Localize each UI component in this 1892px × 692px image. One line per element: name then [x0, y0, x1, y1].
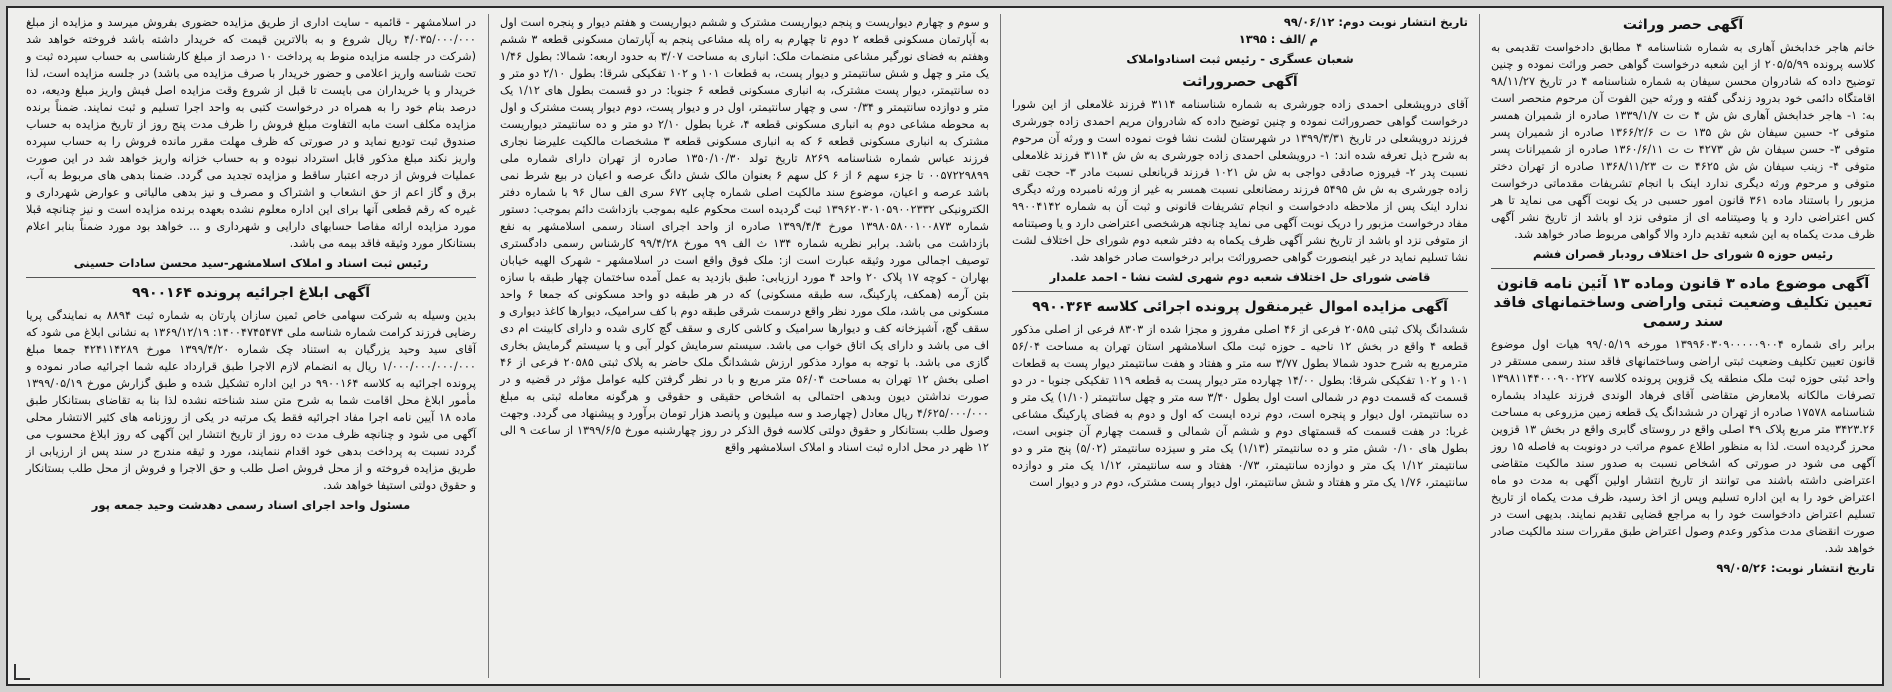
divider [1491, 268, 1875, 269]
land-status-notice-body: برابر رای شماره ۱۳۹۹۶۰۳۰۹۰۰۰۰۰۹۰۰۴ مورخه ۹۹/۰۵/۱۹ هیات اول موضوع قانون تعیین تکلیف وضعیت ثبتی اراضی وساختمانهای فاقد سند رسمی مستقر در واحد ثبتی حوزه ثبت ملک منطقه یک قزوین پرونده کلاسه ۱۳۹۸۱۱۴۴۰۰۰۹۰۰۲۲۷ تصرفات مالکانه بلامعارض متقاضی آقای فرهاد الوندی فرزند علیداد بشماره شناسنامه ۱۷۵۷۸ صادره از تهران در ششدانگ یک قطعه زمین مزروعی به مساحت ۳۴۲۳.۲۶ متر مربع پلاک ۴۹ اصلی واقع در روستای گابری واقع در بخش ۱۳ قزوین محرز گردیده است. لذا به منظور اطلاع عموم مراتب در دونوبت به فاصله ۱۵ روز آگهی می شود در صورتی که اشخاص نسبت به صدور سند مالکیت متقاضی اعتراضی داشته باشند می توانند از تاریخ انتشار اولین آگهی به مدت دو ماه اعتراض خود را به این اداره تسلیم وپس از اخذ رسید، ظرف مدت یکماه از تاریخ تسلیم اعتراض دادخواست خود را به مراجع قضایی تقدیم نمایند. بدیهی است در صورت انقضای مدت مذکور وعدم وصول اعتراض طبق مقررات سند مالکیت صادر خواهد شد. [1491, 338, 1875, 555]
inheritance-notice-2-title: آگهی حصروراثت [1182, 74, 1298, 90]
column-2 [1004, 14, 1476, 678]
auction-notice-continued: و سوم و چهارم دیواریست و پنجم دیواریست مشترک و ششم دیواریست و هفتم دیوار و پنجره است اول به آپارتمان مسکونی قطعه ۲ دوم تا چهارم به راه پله مشاعی پنجم به آپارتمان مسکونی قطعه ۳ ششم وهفتم به فضای نورگیر مشاعی منضمات ملک: انباری به مساحت ۳/۰۷ به حدود اربعه: شمالا: بطول ۱/۴۶ یک متر و چهل و شش سانتیمتر و دیوار پست، به قطعات ۱۰۱ و ۱۰۲ تفکیکی شرقا: بطول ۲/۱۰ دو متر و ده سانتیمتر، دیوار پست مشترک، به انباری مسکونی قطعه ۶ جنوبا: در دو قسمت بطول های ۱/۱۲ یک متر و دوازده سانتیمتر و ۰/۳۴ سی و چهار سانتیمتر، اول در و دیوار پست، دوم دیوار پست مشترک و اول به محوطه مشاعی دوم به انباری مسکونی قطعه ۴، غربا بطول ۲/۱۰ دو متر و ده سانتیمتر دیواریست مشترک به انباری مسکونی قطعه ۶ که به انباری مسکونی قطعه ۳ مشخصات مالکیت علیرضا نجاری فرزند عباس شماره شناسنامه ۸۲۶۹ تاریخ تولد ۱۳۵۰/۱۰/۳۰ صادره از تهران دارای شماره ملی ۰۰۵۷۲۲۹۸۹۹ تا جزء سهم ۶ از ۶ کل سهم ۶ بعنوان مالک شش دانگ عرصه و اعیان در بیع شرط نمی باشد عرصه و اعیان، موضوع سند مالکیت اصلی شماره چاپی ۶۷۲ سری الف سال ۹۶ با شماره دفتر الکترونیکی ۱۳۹۶۲۰۳۰۱۰۵۹۰۰۲۳۳۲ ثبت گردیده است محکوم علیه بموجب بازداشت دائم بموجب: دستور شماره ۱۳۹۸۰۵۸۰۰۱۰۰۸۷۳ مورخ ۱۳۹۹/۴/۴ صادره از واحد اجرای اسناد رسمی اسلامشهر به نفع بازداشت می باشد. برابر نظریه شماره ۱۳۴ ث الف ۹۹ مورخ ۹۹/۴/۲۸ کارشناس رسمی دادگستری توصیف اجمالی مورد وثیقه عبارت است از: ملک فوق واقع است در اسلامشهر - شهرک الهیه خیابان بهاران - کوچه ۱۷ پلاک ۲۰ واحد ۴ مورد ارزیابی: طبق بازدید به عمل آمده ساختمان چهار طبقه با سازه بتن آرمه (همکف، پارکینگ، سه طبقه مسکونی) که در هر طبقه دو واحد مسکونی که جمعا ۶ واحد مسکونی می باشد، ملک مورد نظر واقع درسمت شرقی طبقه دوم با کف سرامیک، دیوارها کاغذ دیواری و سقف گچ، آشپزخانه کف و دیوارها سرامیک و کاشی کاری و سقف گچ کاری شده و دارای کابینت ام دی اف می باشد و دارای یک اتاق خواب می باشد. سیستم سرمایش کولر آبی و یا سیستم گرمایش بخاری گازی می باشد. با توجه به موارد مذکور ارزش ششدانگ ملک حاضر به پلاک ثبتی ۲۰۵۸۵ فرعی از ۴۶ اصلی بخش ۱۲ تهران به مساحت ۵۶/۰۴ متر مربع و با در نظر گرفتن کلیه عوامل مؤثر در قضیه و در صورت نداشتن دیون وبدهی احتمالی به اشخاص حقیقی و حقوقی و هرگونه معامله ثبتی به مبلغ ۴/۶۲۵/۰۰۰/۰۰۰ ریال معادل (چهارصد و سه میلیون و پانصد هزار تومان برآورد و پیشنهاد می گردد. وجهت وصول طلب بستانکار و حقوق دولتی کلاسه فوق الذکر در روز چهارشنبه مورخ ۱۳۹۹/۶/۵ از ساعت ۹ الی ۱۲ ظهر در محل اداره ثبت اسناد و املاک اسلامشهر واقع [500, 16, 990, 454]
islamshahr-registry-signature: رئیس ثبت اسناد و املاک اسلامشهر-سید محسن سادات حسینی [73, 256, 429, 270]
inheritance-notice-2-body: آقای درویشعلی احمدی زاده جورشری به شماره شناسنامه ۳۱۱۴ فرزند غلامعلی از این شورا درخواست گواهی حصروراثت نموده و چنین توضیح داده که شادروان مریم احمدی زاده جورشری فرزند درویشعلی در تاریخ ۱۳۹۹/۳/۳۱ در شهرستان لشت نشا فوت نموده است و ورثه آن مرحوم به شرح ذیل تعرفه شده اند: ۱- درویشعلی احمدی زاده جورشری به ش ش ۳۱۱۴ فرزند غلامعلی نسبت پدر ۲- فیروزه صادقی دواجی به ش ش ۱۰۲۱ فرزند قربانعلی نسبت مادر ۳- حجت تقی زاده جورشری به ش ش ۵۴۹۵ فرزند رمضانعلی نسبت همسر به غیر از ورثه نامبرده ورثه دیگری ندارد اینک پس از ملاحظه دادخواست و انجام تشریفات قانونی و ثبت آن به شماره ۹۹۰۰۴۱۴۲ مفاد درخواست مزبور را دریک نوبت آگهی می نماید چنانچه هرشخصی اعتراضی دارد و یا وصیتنامه از متوفی نزد او باشد از تاریخ نشر آگهی ظرف یکماه به دفتر شعبه دوم شورای حل اختلاف لشت نشا تسلیم نماید در غیر اینصورت گواهی حصروراثت برابر درخواست صادر خواهد شد. [1012, 98, 1468, 264]
column-separator [1479, 14, 1480, 678]
column-separator [1000, 14, 1001, 678]
publish-date: تاریخ انتشار نوبت: ۹۹/۰۵/۲۶ [1716, 561, 1875, 575]
inheritance-notice-body: خانم هاجر خدابخش آهاری به شماره شناسنامه ۴ مطابق دادخواست تقدیمی به کلاسه پرونده ۲۰۵/۵/۹۹ از این شعبه درخواست گواهی حصر وراثت نموده و چنین توضیح داده که شادروان محسن سیفان به شماره شناسنامه ۴ در تاریخ ۹۸/۱۱/۲۷ اقامتگاه دائمی خود بدرود زندگی گفته و ورثه حین الفوت آن مرحوم منحصر است به: ۱- هاجر خدابخش آهاری ش ش ۴ ت ت ۱۳۳۹/۱/۷ صادره از شمیران همسر متوفی ۲- حسین سیفان ش ش ۱۳۵ ت ت ۱۳۶۶/۲/۶ صادره از شمیران پسر متوفی ۳- حسن سیفان ش ش ۴۲۷۳ ت ت ۱۳۶۰/۶/۱۱ صادره از شمیرانات پسر متوفی ۴- زینب سیفان ش ش ۴۶۲۵ ت ت ۱۳۶۸/۱۱/۲۳ صادره از تهران دختر متوفی و مرحوم ورثه دیگری ندارد اینک با انجام تشریفات مقدماتی درخواست مزبور را باستناد ماده ۳۶۱ قانون امور حسبی در یک نوبت آگهی می نماید تا هر کس اعتراضی دارد و یا وصیتنامه ای از متوفی نزد او باشد از تاریخ نشر آگهی ظرف مدت یکماه به این شعبه تقدیم دارد والا گواهی مربوط صادر خواهد شد. [1491, 41, 1876, 241]
divider [26, 277, 476, 278]
column-separator [488, 14, 489, 678]
column-1 [1483, 14, 1883, 678]
auction-notice-body: ششدانگ پلاک ثبتی ۲۰۵۸۵ فرعی از ۴۶ اصلی مفروز و مجزا شده از ۸۳۰۳ فرعی از اصلی مذکور قطعه ۴ واقع در بخش ۱۲ ناحیه ـ حوزه ثبت ملک اسلامشهر استان تهران به مساحت ۵۶/۰۴ مترمربع به شرح حدود شمالا بطول ۳/۷۷ سه متر و هفتاد و هفت سانتیمتر دیوار پست به قطعات ۱۰۱ و ۱۰۲ تفکیکی شرقا: بطول ۱۴/۰۰ چهارده متر دیوار پست به قطعه ۱۱۹ تفکیکی جنوبا - در دو قسمت که قسمت دوم در شمالی است اول بطول ۳/۴۰ سه متر و چهل سانتیمتر (۱/۱۰) یک متر و ده سانتیمتر، اول دیوار و پنجره است، دوم نرده ایست که اول و دوم به فضای پارکینگ مشاعی غربا: در هفت قسمت که قسمتهای دوم و ششم آن شمالی و قسمت چهارم آن جنوبی است، بطول های ۰/۱۰ شش متر و ده سانتیمتر (۱/۱۳) یک متر و سیزده سانتیمتر (۵/۰۲) پنج متر و دو سانتیمتر ۱/۱۲ یک متر و دوازده سانتیمتر، ۰/۷۳ هفتاد و سه سانتیمتر، ۱/۱۲ یک متر و دوازده سانتیمتر، ۱/۷۶ یک متر و هفتاد و شش سانتیمتر، اول دیوار پست مشترک، دوم در و دیوار است [1012, 323, 1469, 489]
page-corner-mark [14, 664, 30, 680]
second-publish-date: تاریخ انتشار نوبت دوم: ۹۹/۰۶/۱۲ [1283, 15, 1468, 29]
inheritance-notice-title: آگهی حصر وراثت [1622, 17, 1744, 33]
column-4 [18, 14, 484, 678]
land-status-notice-title: آگهی موضوع ماده ۳ قانون وماده ۱۳ آئین نامه قانون تعیین تکلیف وضعیت ثبتی واراضی وساختمانهای فاقد سند رسمی [1493, 276, 1873, 330]
judge-signature: قاضی شورای حل اختلاف شعبه دوم شهری لشت نشا - احمد علمدار [1049, 270, 1431, 284]
newspaper-page [6, 6, 1884, 686]
registry-head-signature: شعبان عسگری - رئیس ثبت اسنادواملاک [1126, 52, 1354, 66]
execution-notice-title: آگهی ابلاغ اجرائیه پرونده ۹۹۰۰۱۶۴ [131, 285, 371, 301]
inheritance-notice-signature: رئیس حوزه ۵ شورای حل اختلاف رودبار قصران فشم [1532, 247, 1833, 261]
auction-notice-conclusion: در اسلامشهر - قائمیه - سایت اداری از طریق مزایده حضوری بفروش میرسد و مزایده از مبلغ ۴/۰۳۵/۰۰۰/۰۰۰ ریال شروع و به بالاترین قیمت که خریدار داشته باشد فروخته خواهد شد (شرکت در جلسه مزایده منوط به پرداخت ۱۰ درصد از مبلغ کارشناسی به حساب سپرده ثبت و تحت شناسه واریز اعلامی و حضور خریدار با صرف مزایده می باشد) در جلسه مزایده است، لذا خریدار و یا خریداران می بایست تا قبل از شروع وقت مزایده اصل فیش واریز مبلغ ودیعه، ده درصد بنام خود را به همراه در درخواست کتبی به واحد اجرا تسلیم و ثبت نمایند. ضمناً برنده مزایده مکلف است مابه التفاوت مبلغ فروش را ظرف مدت پنج روز از تاریخ مزایده به حساب صندوق ثبت تودیع نماید و در صورتی که ظرف مهلت مقرر مانده فروش را به حساب سپرده واریز نکند مبلغ مذکور قابل استرداد نبوده و به حساب خزانه واریز خواهد شد در این صورت عملیات فروش از درجه اعتبار ساقط و مزایده تجدید می گردد. ضمنا بدهی های مربوط به آب، برق و گاز اعم از حق انشعاب و اشتراک و مصرف و نیز بدهی مالیاتی و عوارض شهرداری و غیره که رقم قطعی آنها برای این اداره معلوم نشده بعهده برنده مزایده است و نیز چنانچه قبلا مورد مزایده ارائه مفاصا حسابهای دارایی و شهرداری و ... خواهد بود مورد ضمناً بنابر اعلام بستانکار مورد وثیقه فاقد بیمه می باشد. [26, 16, 476, 250]
reference-number: م /الف : ۱۳۹۵ [1238, 32, 1318, 46]
column-3 [492, 14, 997, 678]
auction-notice-title: آگهی مزایده اموال غیرمنقول پرونده اجرائی کلاسه ۹۹۰۰۳۶۴ [1032, 299, 1448, 315]
divider [1012, 291, 1468, 292]
execution-notice-body: بدین وسیله به شرکت سهامی خاص ثمین سازان پارتان به شماره ثبت ۸۸۹۴ به نمایندگی پریا رضایی فرزند کرامت شماره شناسه ملی ۱۴۰۰۴۷۴۵۴۷۴: ۱۳۶۹/۱۲/۱۹ به نشانی ابلاغ می شود که آقای سید وحید یزرگیان به استناد چک شماره ۱۳۹۹/۴/۲۰ مورخ ۴۲۴۱۱۴۲۸۹ جمعا مبلغ ۱/۰۰۰/۰۰۰/۰۰۰/۰۰۰ ریال به انضمام لازم الاجرا طبق قرارداد علیه شما اجرائیه صادر نموده و پرونده اجرائیه به کلاسه ۹۹۰۰۱۶۴ در این اداره تشکیل شده و طبق گزارش مورخ ۱۳۹۹/۰۵/۱۹ مأمور ابلاغ محل اقامت شما به شرح متن سند شناخته نشده لذا بنا به تقاضای بستانکار طبق ماده ۱۸ آیین نامه اجرا مفاد اجرائیه فقط یک مرتبه در یکی از روزنامه های کثیر الانتشار محلی آگهی می شود و چنانچه ظرف مدت ده روز از تاریخ انتشار این آگهی که روز ابلاغ محسوب می گردد نسبت به پرداخت بدهی خود اقدام ننمایند، مورد و ثیقه مندرج در سند پس از ارزیابی از طریق مزایده فروخته و از محل فروش اصل طلب و حق الاجرا و فروش از محل طلب بستانکار و حقوق دولتی استیفا خواهد شد. [26, 309, 477, 492]
dehdasht-execution-signature: مسئول واحد اجرای اسناد رسمی دهدشت وحید جمعه پور [91, 498, 411, 512]
